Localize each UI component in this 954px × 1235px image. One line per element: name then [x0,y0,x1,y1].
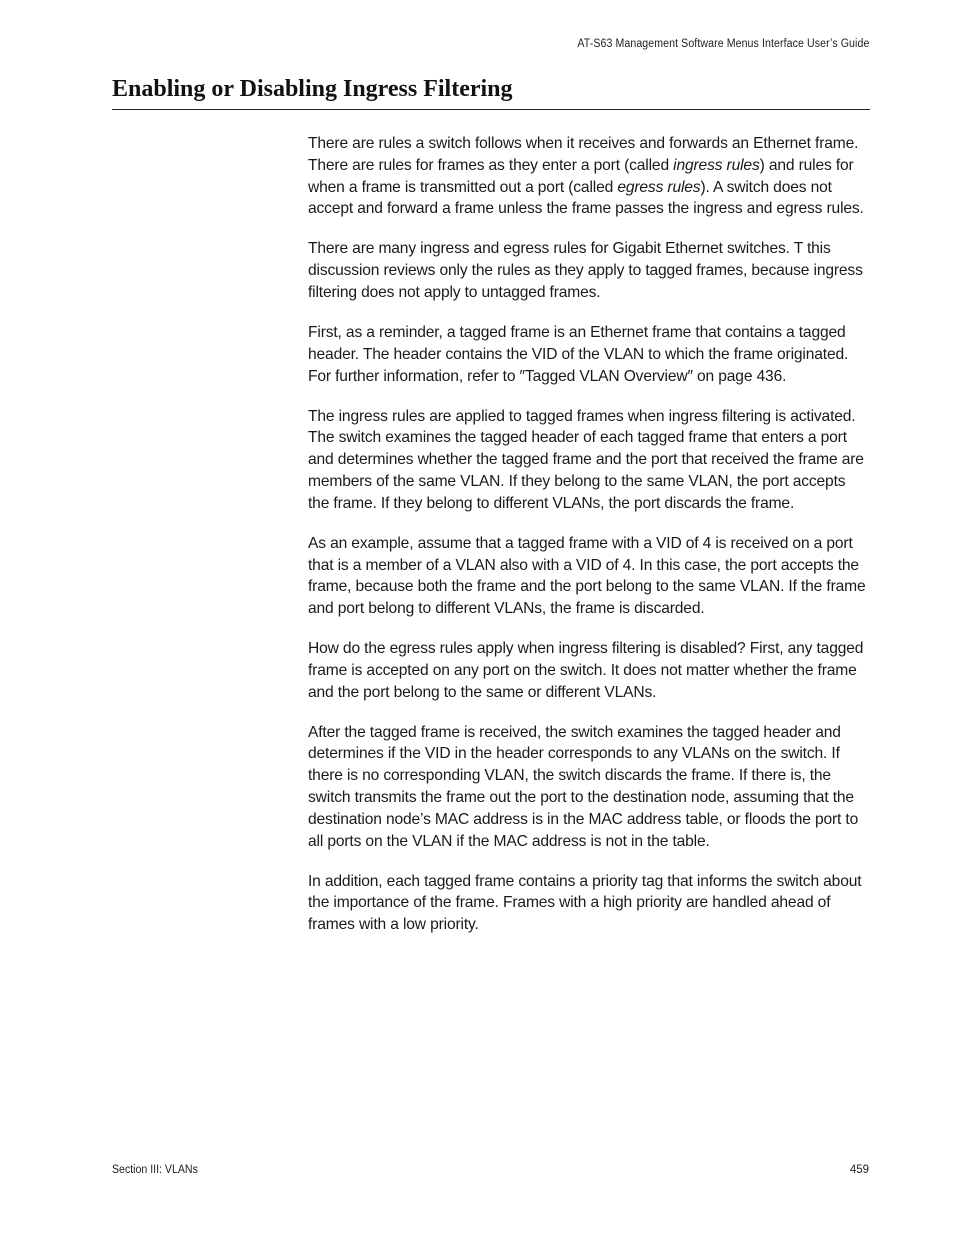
p1-text-a: There are rules a switch follows when it receives and forwards an Ethernet frame. There are rules for frames as they enter a port (called [308,135,859,174]
page-number: 459 [849,1164,869,1176]
title-divider [112,109,870,110]
running-header: AT-S63 Management Software Menus Interface User’s Guide [576,38,869,50]
paragraph-6: How do the egress rules apply when ingress filtering is disabled? First, any tagged frame is accepted on any port on the switch. It does not matter whether the frame and the port belong to the same or different VLANs. [308,640,864,701]
paragraph-2: There are many ingress and egress rules for Gigabit Ethernet switches. T this discussion reviews only the rules as they apply to tagged frames, because ingress filtering does not apply to untagged frames. [308,240,863,301]
p1-text-c: ) and rules for when a frame is transmitted out a port (called [308,156,854,196]
paragraph-1 [308,133,870,220]
p1-term-egress-rules: egress rules [617,178,701,196]
body-text [308,133,870,954]
paragraph-4: The ingress rules are applied to tagged frames when ingress filtering is activated. The switch examines the tagged header of each tagged frame that enters a port and determines whether the tagged frame and the port that received the frame are members of the same VLAN. If they belong to the same VLAN, the port accepts the frame. If they belong to different VLANs, the port discards the frame. [308,407,864,512]
paragraph-5: As an example, assume that a tagged frame with a VID of 4 is received on a port that is a member of a VLAN also with a VID of 4. In this case, the port accepts the frame, because both the frame and the port belong to the same VLAN. If the frame and port belong to different VLANs, the frame is discarded. [308,534,866,618]
section-title: Enabling or Disabling Ingress Filtering [112,76,513,102]
p1-term-ingress-rules: ingress rules [673,156,760,174]
p1-text-e: ). A switch does not accept and forward a frame unless the frame passes the ingress and egress rules. [308,178,864,218]
paragraph-3: First, as a reminder, a tagged frame is an Ethernet frame that contains a tagged header. The header contains the VID of the VLAN to which the frame originated. For further information, refer to ″Tagged VLAN Overview″ on page 436. [308,323,849,385]
paragraph-8: In addition, each tagged frame contains a priority tag that informs the switch about the importance of the frame. Frames with a high priority are handled ahead of frames with a low priority. [308,872,862,934]
footer-section: Section III: VLANs [112,1164,198,1176]
paragraph-7: After the tagged frame is received, the switch examines the tagged header and determines if the VID in the header corresponds to any VLANs on the switch. If there is no corresponding VLAN, the switch discards the frame. If there is, the switch transmits the frame out the port to the destination node, assuming that the destination node’s MAC address is in the MAC address table, or floods the port to all ports on the VLAN if the MAC address is not in the table. [308,723,859,850]
